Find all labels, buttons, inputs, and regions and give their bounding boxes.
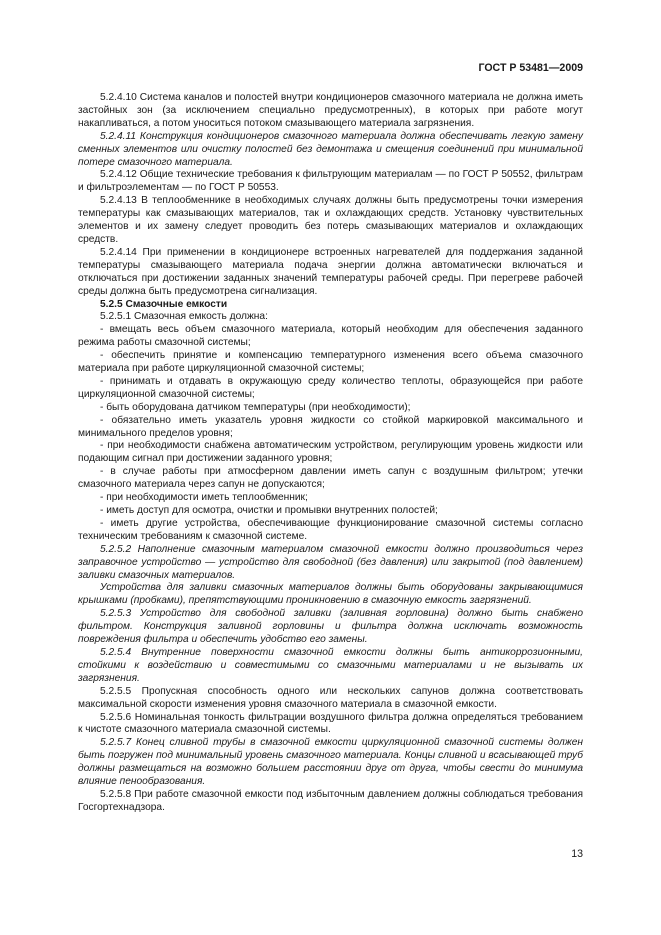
paragraph: - иметь другие устройства, обеспечивающие функционирование смазочной системы согласно техническим требованиям к смазочной системе. — [78, 517, 583, 542]
paragraph: 5.2.5.1 Смазочная емкость должна: — [100, 311, 268, 323]
section-heading: 5.2.5 Смазочные емкости — [100, 298, 228, 310]
paragraph: 5.2.5.6 Номинальная тонкость фильтрации воздушного фильтра должна определяться требованием к чистоте смазочного материала смазочной системы. — [78, 711, 583, 736]
paragraph: 5.2.5.5 Пропускная способность одного или нескольких сапунов должна соответствовать максимальной скорости изменения уровня смазочного материала в смазочной емкости. — [78, 685, 583, 710]
document-body — [78, 92, 583, 815]
paragraph: - иметь доступ для осмотра, очистки и промывки внутренних полостей; — [100, 505, 438, 516]
paragraph: Устройства для заливки смазочных материалов должны быть оборудованы закрывающимися крышками (пробками), препятствующими проникновению в смазочную емкость загрязнений. — [78, 582, 583, 607]
document-header: ГОСТ Р 53481—2009 — [478, 62, 583, 74]
paragraph: - обеспечить принятие и компенсацию температурного изменения всего объема смазочного материала при работе циркуляционной смазочной системы; — [78, 350, 583, 375]
paragraph: - при необходимости снабжена автоматическим устройством, регулирующим уровень жидкости или подающим сигнал при достижении заданного уровня; — [78, 440, 583, 465]
paragraph: 5.2.5.7 Конец сливной трубы в смазочной емкости циркуляционной смазочной системы должен быть погружен под минимальный уровень смазочного материала. Концы сливной и всасывающей труб должны размещаться на возможно большем расстоянии друг от друга, чтобы свести до минимума влияние пенообразования. — [78, 737, 583, 788]
paragraph: 5.2.5.2 Наполнение смазочным материалом смазочной емкости должно производиться через заправочное устройство — устройство для свободной (без давления) или закрытой (под давлением) заливки смазочных материалов. — [78, 543, 583, 581]
paragraph: - принимать и отдавать в окружающую среду количество теплоты, образующейся при работе циркуляционной смазочной системы; — [78, 375, 583, 400]
paragraph: - быть оборудована датчиком температуры (при необходимости); — [100, 401, 411, 413]
paragraph: - в случае работы при атмосферном давлении иметь сапун с воздушным фильтром; утечки смазочного материала через сапун не допускаются; — [78, 466, 583, 491]
paragraph: 5.2.4.13 В теплообменнике в необходимых случаях должны быть предусмотрены точки измерения температуры как смазывающих материалов, так и охлаждающих средств. Установку чувствительных элементов и их замену следует проводить без потерь смазывающих материалов и охлаждающих средств. — [78, 195, 583, 245]
page-number: 13 — [571, 848, 583, 860]
paragraph: 5.2.4.11 Конструкция кондиционеров смазочного материала должна обеспечивать легкую замену сменных элементов или очистку полостей без демонтажа и смещения соединений при минимальной потере смазочного материала. — [78, 130, 583, 168]
paragraph: - при необходимости иметь теплообменник; — [100, 492, 308, 504]
paragraph: 5.2.5.4 Внутренние поверхности смазочной емкости должны быть антикоррозионными, стойкими к воздействию и совместимыми со смазочными материалами и не вызывать их загрязнения. — [78, 646, 583, 684]
paragraph: - обязательно иметь указатель уровня жидкости со стойкой маркировкой максимального и минимального пределов уровня; — [78, 414, 583, 439]
paragraph: - вмещать весь объем смазочного материала, который необходим для обеспечения заданного режима работы смазочной системы; — [78, 324, 583, 349]
paragraph: 5.2.5.3 Устройство для свободной заливки (заливная горловина) должно быть снабжено фильтром. Конструкция заливной горловины и фильтра должна исключать возможность повреждения фильтра и обеспечить удобство его замены. — [78, 608, 583, 646]
paragraph: 5.2.4.12 Общие технические требования к фильтрующим материалам — по ГОСТ Р 50552, фильтрам и фильтроэлементам — по ГОСТ Р 50553. — [78, 169, 583, 194]
paragraph: 5.2.5.8 При работе смазочной емкости под избыточным давлением должны соблюдаться требования Госгортехнадзора. — [78, 788, 583, 813]
paragraph: 5.2.4.14 При применении в кондиционере встроенных нагревателей для поддержания заданной температуры смазывающего материала подача энергии должна автоматически включаться и отключаться при достижении заданных значений температуры рабочей среды. При перегреве рабочей среды должна быть предусмотрена сигнализация. — [78, 246, 583, 297]
paragraph: 5.2.4.10 Система каналов и полостей внутри кондиционеров смазочного материала не должна иметь застойных зон (за исключением специально предусмотренных), в которых при работе могут накапливаться, а потом уноситься потоком смазывающего материала загрязнения. — [78, 92, 583, 129]
